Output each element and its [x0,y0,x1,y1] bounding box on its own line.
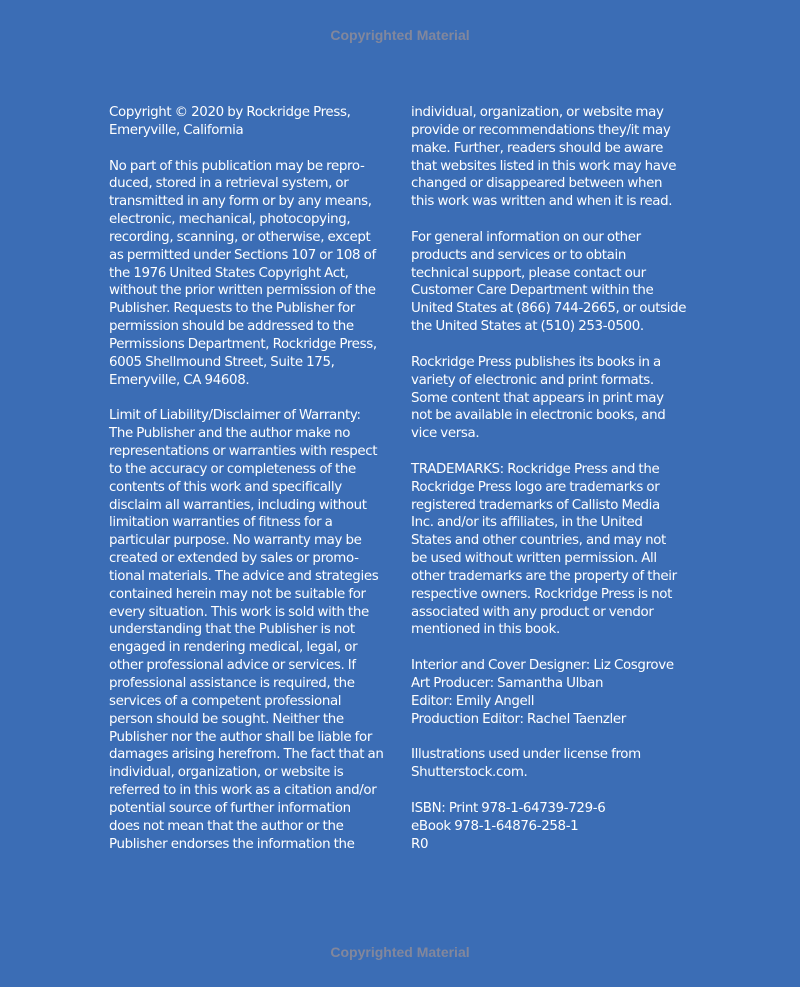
copyright-notice: Copyright © 2020 by Rockridge Press, Emeryville, California [109,105,351,138]
credits-paragraph: Interior and Cover Designer: Liz Cosgrove Art Producer: Samantha Ulban Editor: Emily Angell Production Editor: Rachel Taenzler [411,658,674,727]
disclaimer-paragraph: Limit of Liability/Disclaimer of Warranty: The Publisher and the author make no representations or warranties with respect to the accuracy or completeness of the contents of this work and specifically disclaim all warranties, including without limitation warranties of fitness for a particular purpose. No warranty may be created or extended by sales or promo- tional materials. The advice and strategies contained herein may not be suitable for every situation. This work is sold with the understanding that the Publisher is not engaged in rendering medical, legal, or other professional advice or services. If professional assistance is required, the services of a competent professional person should be sought. Neither the Publisher nor the author shall be liable for damages arising herefrom. The fact that an individual, organization, or website is referred to in this work as a citation and/or potential source of further information does not mean that the author or the Publisher endorses the information the [109,408,384,852]
copyright-watermark-bottom: Copyrighted Material [330,944,470,960]
rights-paragraph: No part of this publication may be repro- duced, stored in a retrieval system, or transmitted in any form or by any means, electronic, mechanical, photocopying, recording, scanning, or otherwise, except as permitted under Sections 107 or 108 of the 1976 United States Copyright Act, without the prior written permission of the Publisher. Requests to the Publisher for permission should be addressed to the Permissions Department, Rockridge Press, 6005 Shellmound Street, Suite 175, Emeryville, CA 94608. [109,158,377,388]
illustrations-paragraph: Illustrations used under license from Shutterstock.com. [411,747,641,781]
right-column [411,104,696,871]
copyright-watermark-top: Copyrighted Material [330,27,470,43]
disclaimer-continued-paragraph: individual, organization, or website may provide or recommendations they/it may make. Further, readers should be aware that websites listed in this work may have changed or disappeared between when this work was written and when it is read. [411,105,677,210]
general-info-paragraph: For general information on our other products and services or to obtain technical support, please contact our Customer Care Department within the United States at (866) 744-2665, or outside the United States at (510) 253-0500. [411,229,687,335]
left-column [109,104,389,871]
trademarks-paragraph: TRADEMARKS: Rockridge Press and the Rockridge Press logo are trademarks or registered trademarks of Callisto Media Inc. and/or its affiliates, in the United States and other countries, and may not be used without written permission. All other trademarks are the property of their respective owners. Rockridge Press is not associated with any product or vendor mentioned in this book. [411,461,677,638]
isbn-paragraph: ISBN: Print 978-1-64739-729-6 eBook 978-1-64876-258-1 R0 [411,800,606,852]
formats-paragraph: Rockridge Press publishes its books in a variety of electronic and print formats. Some content that appears in print may not be available in electronic books, and vice versa. [411,354,666,442]
